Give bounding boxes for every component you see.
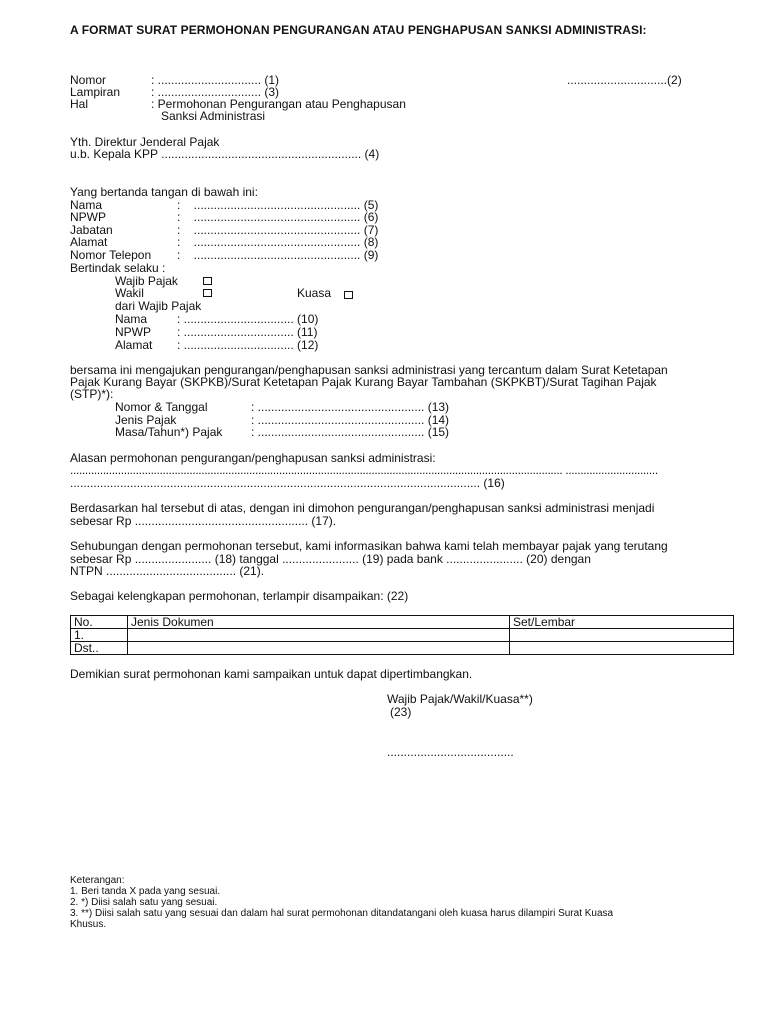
alasan-line2: ........................................................................................................................... (16) bbox=[70, 476, 505, 490]
lampiran-value: : ............................... (3) bbox=[151, 85, 280, 99]
table-cell bbox=[128, 629, 510, 642]
para1-line1: bersama ini mengajukan pengurangan/penghapusan sanksi administrasi yang tercantum dalam Surat Ketetapan bbox=[70, 363, 668, 377]
hal-value-line2: Sanksi Administrasi bbox=[161, 109, 266, 123]
recipient-line2: u.b. Kepala KPP ............................................................ (4) bbox=[70, 147, 380, 161]
skp-jenis-label: Jenis Pajak bbox=[115, 413, 177, 427]
signer-alamat-label: Alamat bbox=[70, 235, 108, 249]
nomor-label: Nomor bbox=[70, 73, 107, 87]
option-wakil-label: Wakil bbox=[115, 286, 144, 300]
table-header-no: No. bbox=[71, 616, 128, 629]
document-title: A FORMAT SURAT PERMOHONAN PENGURANGAN ATAU PENGHAPUSAN SANKSI ADMINISTRASI: bbox=[70, 23, 647, 37]
table-header-jenis: Jenis Dokumen bbox=[128, 616, 510, 629]
para2-line1: Berdasarkan hal tersebut di atas, dengan ini dimohon pengurangan/penghapusan sanksi administrasi menjadi bbox=[70, 501, 655, 515]
table-cell: 1. bbox=[71, 629, 128, 642]
alasan-label: Alasan permohonan pengurangan/penghapusan sanksi administrasi: bbox=[70, 451, 436, 465]
recipient-line1: Yth. Direktur Jenderal Pajak bbox=[70, 135, 220, 149]
signer-telepon-label: Nomor Telepon bbox=[70, 248, 152, 262]
wp-npwp-value: : ................................. (11) bbox=[177, 325, 318, 339]
para3-line2: sebesar Rp ....................... (18) tanggal ....................... (19) pada bank ....................... (20) dengan bbox=[70, 552, 591, 566]
wp-nama-value: : ................................. (10) bbox=[177, 312, 319, 326]
dari-wajib-pajak-label: dari Wajib Pajak bbox=[115, 299, 202, 313]
checkbox-wajib-pajak[interactable] bbox=[203, 277, 212, 285]
skp-jenis-value: : .................................................. (14) bbox=[251, 413, 450, 427]
table-header-row bbox=[71, 616, 734, 629]
table-cell bbox=[510, 642, 734, 655]
signer-nama-value: : .................................................. (5) bbox=[177, 198, 379, 212]
sign-number: (23) bbox=[390, 705, 412, 719]
skp-nomor-label: Nomor & Tanggal bbox=[115, 400, 208, 414]
sign-role: Wajib Pajak/Wakil/Kuasa**) bbox=[387, 692, 533, 706]
note-item-3-cont: Khusus. bbox=[70, 919, 107, 930]
nomor-value: : ............................... (1) bbox=[151, 73, 280, 87]
note-item-2: 2. *) Diisi salah satu yang sesuai. bbox=[70, 897, 218, 908]
signer-jabatan-value: : .................................................. (7) bbox=[177, 223, 379, 237]
sign-line: ...................................... bbox=[387, 745, 514, 759]
table-row bbox=[71, 629, 734, 642]
lampiran-label: Lampiran bbox=[70, 85, 121, 99]
para3-line3: NTPN ....................................... (21). bbox=[70, 564, 265, 578]
date-value: ..............................(2) bbox=[567, 73, 682, 87]
note-item-3: 3. **) Diisi salah satu yang sesuai dan dalam hal surat permohonan ditandatangani oleh kuasa harus dilampiri Surat Kuasa bbox=[70, 908, 614, 919]
signer-intro: Yang bertanda tangan di bawah ini: bbox=[70, 185, 258, 199]
skp-masa-value: : .................................................. (15) bbox=[251, 425, 450, 439]
table-cell bbox=[128, 642, 510, 655]
hal-value-line1: : Permohonan Pengurangan atau Penghapusan bbox=[151, 97, 406, 111]
signer-jabatan-label: Jabatan bbox=[70, 223, 113, 237]
acting-as-label: Bertindak selaku : bbox=[70, 261, 166, 275]
documents-table bbox=[70, 615, 734, 655]
closing-text: Demikian surat permohonan kami sampaikan untuk dapat dipertimbangkan. bbox=[70, 667, 473, 681]
hal-label: Hal bbox=[70, 97, 89, 111]
wp-nama-label: Nama bbox=[115, 312, 148, 326]
note-item-1: 1. Beri tanda X pada yang sesuai. bbox=[70, 886, 221, 897]
skp-nomor-value: : .................................................. (13) bbox=[251, 400, 450, 414]
table-row bbox=[71, 642, 734, 655]
table-cell: Dst.. bbox=[71, 642, 128, 655]
notes-title: Keterangan: bbox=[70, 875, 125, 886]
wp-alamat-value: : ................................. (12) bbox=[177, 338, 319, 352]
alasan-line1: ..................................................................................................................................................................... ............................... bbox=[70, 463, 658, 477]
signer-nama-label: Nama bbox=[70, 198, 103, 212]
option-kuasa-label: Kuasa bbox=[297, 286, 332, 300]
checkbox-kuasa[interactable] bbox=[344, 291, 353, 299]
signer-alamat-value: : .................................................. (8) bbox=[177, 235, 379, 249]
table-cell bbox=[510, 629, 734, 642]
para1-line3: (STP)*): bbox=[70, 387, 114, 401]
para2-line2: sebesar Rp .................................................... (17). bbox=[70, 514, 337, 528]
para1-line2: Pajak Kurang Bayar (SKPKB)/Surat Ketetapan Pajak Kurang Bayar Tambahan (SKPKBT)/Surat Tagihan Pajak bbox=[70, 375, 657, 389]
signer-telepon-value: : .................................................. (9) bbox=[177, 248, 379, 262]
skp-masa-label: Masa/Tahun*) Pajak bbox=[115, 425, 223, 439]
para3-line1: Sehubungan dengan permohonan tersebut, kami informasikan bahwa kami telah membayar pajak yang terutang bbox=[70, 539, 668, 553]
signer-npwp-value: : .................................................. (6) bbox=[177, 210, 379, 224]
checkbox-wakil[interactable] bbox=[203, 289, 212, 297]
lampiran-intro: Sebagai kelengkapan permohonan, terlampir disampaikan: (22) bbox=[70, 589, 409, 603]
signer-npwp-label: NPWP bbox=[70, 210, 106, 224]
wp-npwp-label: NPWP bbox=[115, 325, 151, 339]
wp-alamat-label: Alamat bbox=[115, 338, 153, 352]
option-wajib-pajak-label: Wajib Pajak bbox=[115, 274, 178, 288]
table-header-set: Set/Lembar bbox=[510, 616, 734, 629]
